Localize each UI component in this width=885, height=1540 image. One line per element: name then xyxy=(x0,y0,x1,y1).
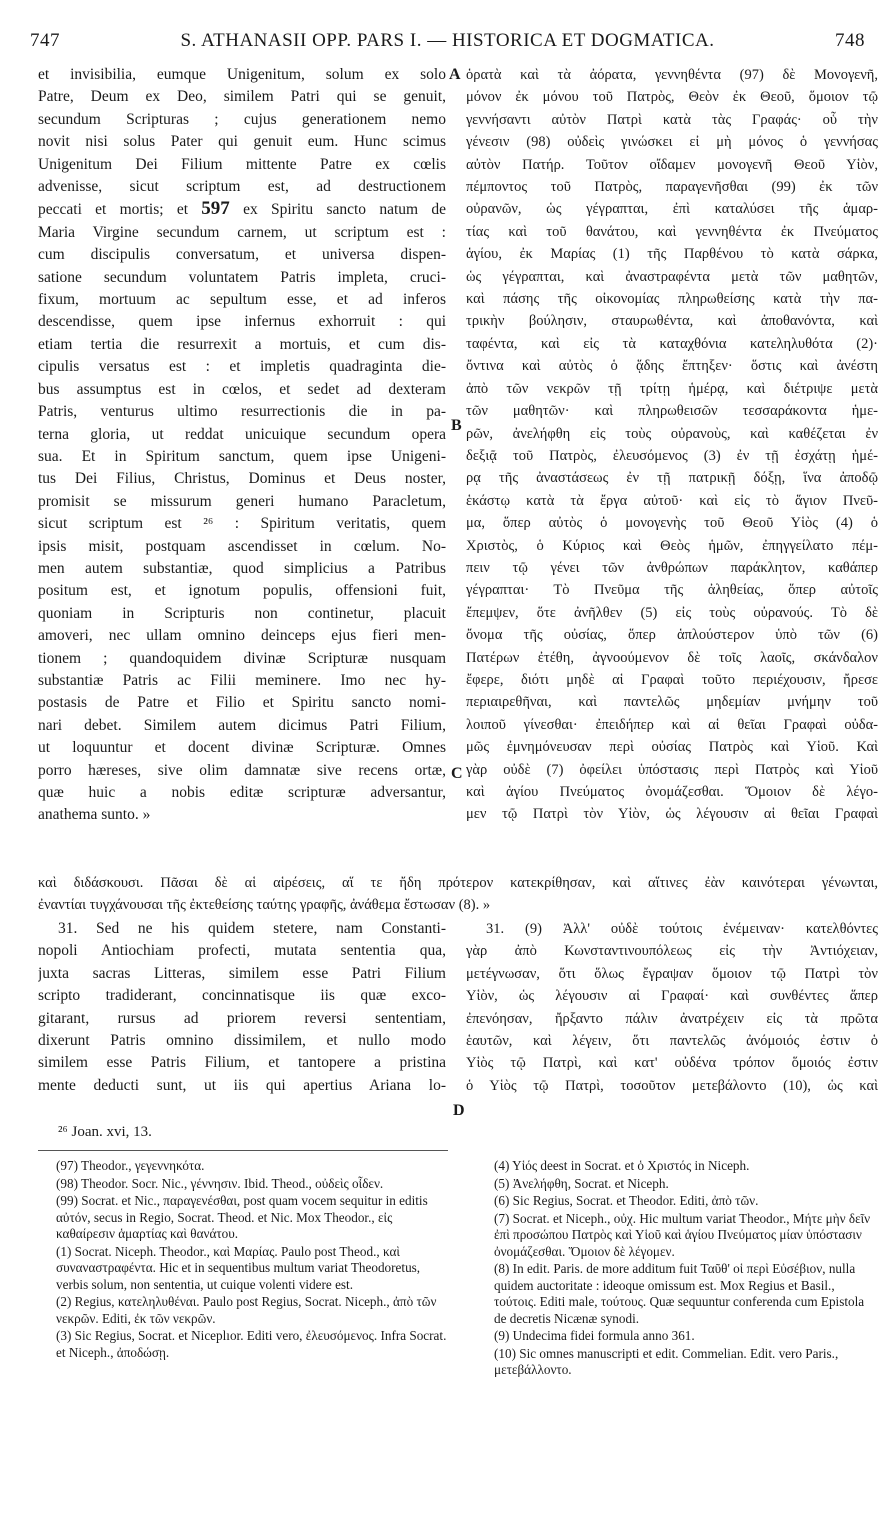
text-line: nari debet. Similem autem dicimus Patri Filium, xyxy=(38,716,446,734)
text-line: ὁ Υἱὸς τῷ Πατρὶ, τοσοῦτον μετεβάλοντο (10), ὡς καὶ xyxy=(466,1077,878,1094)
footnote: (10) Sic omnes manuscripti et edit. Commelian. Edit. vero Paris., μετεβάλλοντο. xyxy=(494,1345,839,1377)
footnotes-right xyxy=(494,1158,874,1380)
text-line: λοιποῦ γίνεσθαι· ἐπειδήπερ καὶ αἱ θεῖαι Γραφαὶ οὐδα- xyxy=(466,716,878,733)
text-line: nopoli Antiochiam profecti, mutata sententia qua, xyxy=(38,942,446,960)
text-line: πέμποντος τοῦ Πατρὸς, παραγενῆσθαι (99) ἐκ τῶν xyxy=(466,179,878,196)
text-line: positum est, et ignotum populis, offensioni fuit, xyxy=(38,582,446,600)
text-line: γεννήσαντι αὐτὸν Πατρὶ κατὰ τὰς Γραφάς· οὗ τὴν xyxy=(466,111,878,128)
page-number-left: 747 xyxy=(30,30,60,51)
text-line: τῶν μαθητῶν· καὶ πληρωθεισῶν τεσσαράκοντα ἡμε- xyxy=(466,403,878,420)
footnote: (2) Regius, κατεληλυθέναι. Paulo post Regius, Socrat. Niceph., ἀπὸ τῶν νεκρῶν. Editi, ἐκ τῶν νεκρῶν. xyxy=(56,1294,437,1326)
footnote: (5) Ἀνελήφθη, Socrat. et Niceph. xyxy=(494,1175,669,1191)
text-line: ἁγίου, ἐκ Μαρίας (1) τῆς Παρθένου τὸ κατὰ σάρκα, xyxy=(466,246,878,263)
text-line: τρικὴν βούλησιν, σταυρωθέντα, καὶ ἀποθανόντα, καὶ xyxy=(466,313,878,330)
greek-full-width xyxy=(38,872,878,916)
greek-column-bottom xyxy=(466,918,878,1097)
scripture-reference: ²⁶ Joan. xvi, 13. xyxy=(58,1124,152,1140)
text-line: ταφέντα, καὶ εἰς τὰ καταχθόνια κατεληλυθότα (2)· xyxy=(466,335,878,352)
footnote: (8) In edit. Paris. de more additum fuit Ταῦθ' οἱ περὶ Εὐσέβιον, nulla quidem auctoritate : ideoque omissum est. Mox Regius et Basil., τούτοις. Editi male, τούτους. Quæ sequuntur conferenda cum Epistola de decretis Nicænæ synodi. xyxy=(494,1261,865,1326)
text-line: ὄνομα τῆς οὐσίας, ὅπερ ἁπλούστερον ὑπὸ τῶν (6) xyxy=(466,627,878,644)
footnote: (6) Sic Regius, Socrat. et Theodor. Editi, ἀπὸ τῶν. xyxy=(494,1193,759,1208)
text-line: ἀπὸ τῶν νεκρῶν τῇ τρίτῃ ἡμέρᾳ, καὶ διέτριψε μετὰ xyxy=(466,380,878,397)
text-line: Χριστὸς, ὁ Κύριος καὶ Θεὸς ἡμῶν, ἐπηγγείλατο πέμ- xyxy=(466,537,878,554)
text-line: πειν τῷ γένει τῶν ἀνθρώπων παράκλητον, καθάπερ xyxy=(466,559,878,576)
text-line: αὐτὸν Πατήρ. Τοῦτον οἴδαμεν μονογενῆ Θεοῦ Υἱὸν, xyxy=(466,156,878,173)
text-line: ὄντινα καὶ αὐτὸς ὁ ᾅδης ἔπτηξεν· ὅστις καὶ ἀνέστη xyxy=(466,358,878,375)
text-line: fixum, mortuum ac sepultum esse, et ad inferos xyxy=(38,291,446,309)
text-line: promisit se missurum generi humano Paracletum, xyxy=(38,492,446,510)
text-line: Maria Virgine secundum carnem, ut scriptum est : xyxy=(38,223,446,241)
text-line: tionem ; quandoquidem divinæ Scripturæ nusquam xyxy=(38,649,446,667)
text-line: amoveri, nec ullam omnino deinceps ejus fieri men- xyxy=(38,627,446,645)
footnote: (1) Socrat. Niceph. Theodor., καὶ Μαρίας. Paulo post Theod., καὶ συναναστραφέντα. Hic et in sequentibus multum variat Theodoretus, verbis solum, non sententia, ut cuique volenti videre est. xyxy=(56,1243,421,1292)
text-line: γέγραπται· Τὸ Πνεῦμα τῆς ἀληθείας, ὅπερ αὐτοῖς xyxy=(466,582,878,599)
text-line: ἔφερε, διότι μηδὲ αἱ Γραφαὶ τοῦτο περιέχουσιν, ἤρεσε xyxy=(466,671,878,688)
text-line: Υἱὸς τῷ Πατρὶ, καὶ κατ' οὐδένα τρόπον ὅμοιός ἐστιν xyxy=(466,1055,878,1072)
text-line: ὡς γέγραπται, καὶ ἀναστραφέντα μετὰ τῶν μαθητῶν, xyxy=(466,268,878,285)
text-line: scripto tradiderant, concinnatisque iis quæ exco- xyxy=(38,987,446,1005)
text-line: etiam tertia die resurrexit a mortuis, et cum dis- xyxy=(38,335,446,353)
running-title: S. ATHANASII OPP. PARS I. — HISTORICA ET DOGMATICA. xyxy=(180,30,715,51)
text-line: οὐρανῶν, ὡς γέγραπται, ἐπὶ καταλύσει τῆς ἁμαρ- xyxy=(466,201,878,218)
text-line: gitarant, rursus ad priorem reversi sententiam, xyxy=(38,1009,446,1027)
text-line: secundum Scripturas ; cujus generationem nemo xyxy=(38,110,446,128)
text-line: Unigenitum Dei Filium mittente Patre ex cœlis xyxy=(38,155,446,173)
text-line: sicut scriptum est ²⁶ : Spiritum veritatis, quem xyxy=(38,515,446,533)
text-line: ὁρατὰ καὶ τὰ ἀόρατα, γεννηθέντα (97) δὲ Μονογενῆ, xyxy=(466,67,878,83)
text-line: satione secundum voluntatem Patris impleta, cruci- xyxy=(38,268,446,286)
text-line: juxta sacras Litteras, similem esse Patri Filium xyxy=(38,964,446,982)
footnote: (98) Theodor. Socr. Nic., γέννησιν. Ibid. Theod., οὐδεὶς οἶδεν. xyxy=(56,1175,384,1191)
text-line xyxy=(38,198,446,221)
text-line: descendisse, quem ipse infernus exhorruit : qui xyxy=(38,313,446,331)
text-line: Patris, venturus ultimo resurrectionis die in pa- xyxy=(38,403,446,421)
text-line: τίας καὶ τοῦ θανάτου, καὶ γεννηθέντα ἐκ Πνεύματος xyxy=(466,223,878,240)
text-line: ρῶν, ἀνελήφθη εἰς τοὺς οὐρανοὺς, καὶ καθέζεται ἐν xyxy=(466,425,878,442)
text-line: μῶς ἐμνημόνευσαν περὶ οὐσίας Πατρὸς καὶ Υἱοῦ. Καὶ xyxy=(466,739,878,756)
text-line: δεξιᾷ τοῦ Πατρὸς, ἐλευσόμενος (3) ἐν τῇ ἐσχάτῃ ἡμέ- xyxy=(466,447,878,464)
text-line: Patre, Deum ex Deo, similem Patri qui se genuit, xyxy=(38,88,446,106)
text-line: 31. (9) Ἀλλ' οὐδὲ τούτοις ἐνέμειναν· κατελθόντες xyxy=(486,921,878,937)
text-line: ἑαυτῶν, καὶ λέγειν, ὅτι παντελῶς ἀνόμοιός ἐστιν ὁ xyxy=(466,1033,878,1050)
text-line: ipsis misit, postquam ascendisset in cœlum. No- xyxy=(38,537,446,555)
text-line: porro hæreses, sive olim damnatæ sive recens ortæ, xyxy=(38,761,446,779)
text-line: postasis de Patre et Filio et Spiritu sancto nomi- xyxy=(38,694,446,712)
page-number-right: 748 xyxy=(835,30,865,51)
text-line: quoniam in Scripturis non continetur, placuit xyxy=(38,604,446,622)
text-line: tus Dei Filius, Christus, Dominus et Deus noster, xyxy=(38,470,446,488)
text-line: substantiæ Patris ac Filii meminere. Imo nec hy- xyxy=(38,671,446,689)
footnote: (3) Sic Regius, Socrat. et Niceplıor. Editi vero, ἐλευσόμενος. Infra Socrat. et Niceph., ἀποδώσῃ. xyxy=(56,1328,447,1360)
margin-marker-c: C xyxy=(451,765,463,782)
text-line: μα, ὅπερ αὐτὸς ὁ μονογενὴς τοῦ Θεοῦ Υἱὸς (4) ὁ xyxy=(466,515,878,532)
text-line: καὶ διδάσκουσι. Πᾶσαι δὲ αἱ αἱρέσεις, αἵ τε ἤδη πρότερον κατεκρίθησαν, καὶ αἵτινες ἐὰν καινότεραι γένωνται, xyxy=(38,875,878,891)
footnote: (4) Υἱός deest in Socrat. et ὁ Χριστός in Niceph. xyxy=(494,1158,750,1173)
text-line: γὰρ οὐδὲ (7) ὀφείλει ὑπόστασις περὶ Πατρὸς καὶ Υἱοῦ xyxy=(466,761,878,778)
text-line: cum discipulis conversatum, et universa dispen- xyxy=(38,246,446,264)
text-line: similem esse Patris Filium, et tantopere a pristina xyxy=(38,1054,446,1072)
text-line: advenisse, sicut scriptum est, ad destructionem xyxy=(38,178,446,196)
text-line: μεν τῷ Πατρὶ τὸν Υἱὸν, ὡς λέγουσιν αἱ θεῖαι Γραφαὶ xyxy=(466,806,878,823)
text-line: γὰρ ἀπὸ Κωνσταντινουπόλεως εἰς τὴν Ἀντιόχειαν, xyxy=(466,943,878,960)
margin-marker-b: B xyxy=(451,417,462,434)
latin-column-top xyxy=(38,64,446,827)
greek-column-top xyxy=(466,64,878,826)
text-line: ἔπεμψεν, ὅτε ἀνῆλθεν (5) εἰς τοὺς οὐρανούς. Τὸ δὲ xyxy=(466,604,878,621)
text-line: mente deducti sunt, ut iis qui apertius Ariana lo- xyxy=(38,1076,446,1094)
text-fragment: ex Spiritu sancto natum de xyxy=(243,201,446,219)
text-line: καὶ ἁγίου Πνεύματος ὀνομάζεσθαι. Ὅμοιον δὲ λέγο- xyxy=(466,784,878,800)
text-line: cipulis versatus est : et impletis quadraginta die- xyxy=(38,358,446,376)
footnote: (9) Undecima fidei formula anno 361. xyxy=(494,1328,695,1343)
footnotes-left xyxy=(56,1158,448,1362)
text-line: ρᾳ τῆς ἀναστάσεως ἐν τῇ πατρικῇ δόξῃ, ἵνα ἀποδῷ xyxy=(466,470,878,487)
text-line: γένεσιν (98) οὐδεὶς γινώσκει εἰ μὴ μόνος ὁ γεννήσας xyxy=(466,134,878,151)
text-line: Υἱὸν, ὡς λέγουσιν αἱ Γραφαί· καὶ συνθέντες ἅπερ xyxy=(466,988,878,1005)
text-line: 31. Sed ne his quidem stetere, nam Constanti- xyxy=(58,920,446,937)
text-line: terna gloria, ut reddat unicuique secundum opera xyxy=(38,425,446,443)
margin-page-number: 597 xyxy=(201,198,230,220)
text-line: περιαιρεθῆναι, καὶ παντελῶς μηδεμίαν μνήμην τοῦ xyxy=(466,694,878,711)
margin-marker-d: D xyxy=(453,1102,465,1119)
text-line: ἐναντίαι τυγχάνουσαι τῆς ἐκτεθείσης ταύτης γραφῆς, ἀνάθεμα ἔστωσαν (8). » xyxy=(38,897,491,913)
text-line: dixerunt Patris omnino dissimilem, et nullo modo xyxy=(38,1032,446,1050)
footnote: (7) Socrat. et Niceph., οὐχ. Hic multum variat Theodor., Μήτε μὴν δεῖν ἐπὶ προσώπου Πατρὸς καὶ Υἱοῦ καὶ ἁγίου Πνεύματος μίαν ὑπόστασιν ὀνομάζεσθαι. Ὅμοιον δὲ λέγομεν. xyxy=(494,1210,871,1259)
text-line: quæ huic a nobis editæ scripturæ adversantur, xyxy=(38,784,446,801)
latin-column-bottom xyxy=(38,918,446,1097)
footnote-divider xyxy=(38,1150,448,1151)
text-line: novit nisi solus Pater qui genuit eum. Hunc scimus xyxy=(38,133,446,151)
margin-marker-a: A xyxy=(449,66,461,83)
text-line: ut loquuntur et docent divinæ Scripturæ. Omnes xyxy=(38,739,446,757)
text-line: et invisibilia, eumque Unigenitum, solum ex solo xyxy=(38,66,446,83)
text-line: anathema sunto. » xyxy=(38,806,151,824)
text-line: Πατέρων ἐτέθη, ἀγνοούμενον δὲ τοῖς λαοῖς, σκάνδαλον xyxy=(466,649,878,666)
text-fragment: peccati et mortis; et xyxy=(38,201,189,219)
text-line: bus assumptus est in cœlos, et sedet ad dexteram xyxy=(38,380,446,398)
text-line: ἐπενόησαν, ἤρξαντο πάλιν ἀνατρέχειν εἰς τὰ πρῶτα xyxy=(466,1010,878,1027)
footnote: (97) Theodor., γεγεννηκότα. xyxy=(56,1158,205,1173)
text-line: men autem substantiæ, quod simplicius a Patribus xyxy=(38,559,446,577)
text-line: μόνον ἐκ μόνου τοῦ Πατρὸς, Θεὸν ἐκ Θεοῦ, ὅμοιον τῷ xyxy=(466,89,878,106)
text-line: sua. Et in Spiritum sanctum, quem ipse Unigeni- xyxy=(38,447,446,465)
text-line: ἑκάστῳ κατὰ τὰ ἔργα αὐτοῦ· καὶ εἰς τὸ ἅγιον Πνεῦ- xyxy=(466,492,878,509)
footnote: (99) Socrat. et Nic., παραγενέσθαι, post quam vocem sequitur in editis αὐτόν, secus in Regio, Socrat. Theod. et Nic. Mox Theodor., εἰς καθαίρεσιν ἁμαρτίας καὶ θανάτου. xyxy=(56,1193,428,1241)
text-line: μετέγνωσαν, ὅτι ὅλως ἔγραψαν ὅμοιον τῷ Πατρὶ τὸν xyxy=(466,965,878,982)
text-line: καὶ πάσης τῆς οἰκονομίας πληρωθείσης κατὰ τὴν πα- xyxy=(466,291,878,308)
running-header xyxy=(30,30,865,56)
